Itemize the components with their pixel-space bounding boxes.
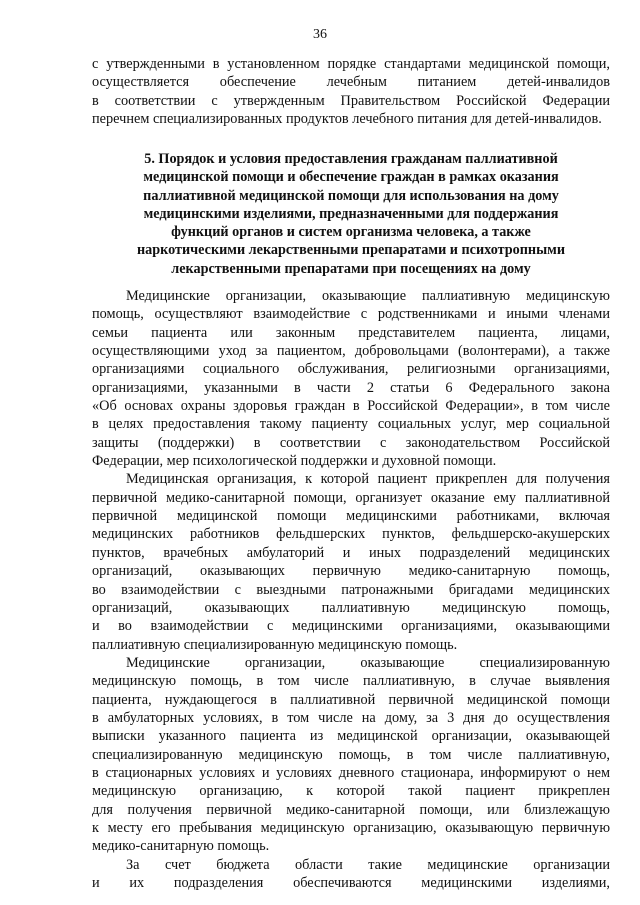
text-line: первичной медицинской помощи медицинскими работниками, включая: [92, 508, 610, 525]
heading-line: паллиативной медицинской помощи для использования на дому: [143, 187, 559, 204]
heading-line: 5. Порядок и условия предоставления гражданам паллиативной: [144, 151, 558, 167]
heading-line: лекарственными препаратами при посещениях на дому: [171, 260, 531, 277]
text-line: осуществляющими уход за пациентом, добровольцами (волонтерами), а также: [92, 343, 610, 360]
page-number: 36: [313, 27, 327, 42]
text-line: организаций, оказывающих первичную медико-санитарную помощь,: [92, 563, 610, 580]
text-line: в амбулаторных условиях, в том числе на дому, за 3 дня до осуществления: [92, 709, 610, 726]
intro-paragraph: [92, 55, 610, 128]
text-line: медицинскую организацию, к которой такой пациент прикреплен: [92, 783, 610, 800]
text-line: помощь, осуществляют взаимодействие с родственниками и иными членами: [92, 306, 610, 323]
text-line: в целях предоставления такому пациенту социальных услуг, мер социальной: [92, 416, 610, 433]
text-line: с утвержденными в установленном порядке стандартами медицинской помощи,: [92, 56, 610, 72]
text-line: пунктов, врачебных амбулаторий и иных подразделений медицинских: [92, 544, 610, 561]
paragraph-primary-care-organization: [92, 470, 610, 653]
text-line: и во взаимодействии с медицинскими организациями, оказывающими: [92, 618, 610, 635]
text-line: осуществляется обеспечение лечебным питанием детей-инвалидов: [92, 74, 610, 91]
heading-line: наркотическими лекарственными препаратами и психотропными: [136, 242, 566, 259]
text-line: для получения первичной медико-санитарной помощи, или близлежащую: [92, 801, 610, 818]
paragraph-budget-funding: [92, 856, 610, 893]
text-line: медико-санитарную помощь.: [92, 838, 270, 855]
text-line: паллиативную специализированную медицинскую помощь.: [92, 636, 458, 653]
text-line: Федерации, мер психологической поддержки и духовной помощи.: [92, 453, 497, 470]
text-line: защиты (поддержки) в соответствии с законодательством Российской: [92, 434, 610, 451]
heading-line: медицинскими изделиями, предназначенными для поддержания: [143, 205, 559, 222]
text-line: выписки указанного пациента из медицинской организации, оказывающей: [92, 728, 610, 745]
text-line: организаций, оказывающих паллиативную медицинскую помощь,: [92, 599, 610, 616]
text-line: организациями, указанными в части 2 статьи 6 Федерального закона: [92, 379, 610, 396]
text-line: в соответствии с утвержденным Правительством Российской Федерации: [92, 92, 610, 109]
paragraph-interaction-with-relatives: [92, 287, 610, 470]
heading-line: функций органов и систем организма человека, а также: [171, 224, 531, 241]
text-line: медицинскую помощь, в том числе паллиативную, в случае выявления: [92, 673, 610, 690]
text-line: За счет бюджета области такие медицинские организации: [126, 856, 610, 873]
text-line: специализированную медицинскую помощь, в том числе паллиативную,: [92, 746, 610, 763]
text-line: к месту его пребывания медицинскую организацию, оказывающую первичную: [92, 819, 610, 836]
text-line: во взаимодействии с выездными патронажными бригадами медицинских: [92, 581, 610, 598]
text-line: организациями социального обслуживания, религиозными организациями,: [92, 361, 610, 378]
text-line: и их подразделения обеспечиваются медицинскими изделиями,: [92, 875, 610, 891]
section-heading: [92, 150, 610, 278]
text-line: перечнем специализированных продуктов лечебного питания для детей-инвалидов.: [92, 111, 602, 128]
text-line: «Об основах охраны здоровья граждан в Российской Федерации», в том числе: [92, 398, 610, 415]
text-line: первичной медико-санитарной помощи, организует оказание ему паллиативной: [92, 489, 610, 506]
text-line: Медицинские организации, оказывающие специализированную: [126, 654, 610, 671]
text-line: Медицинская организация, к которой пациент прикреплен для получения: [126, 471, 610, 488]
text-line: медицинских работников фельдшерских пунктов, фельдшерско-акушерских: [92, 526, 610, 543]
text-line: в стационарных условиях и условиях дневного стационара, информируют о нем: [92, 764, 610, 781]
body-text: [92, 287, 610, 892]
text-line: пациента, нуждающегося в паллиативной первичной медицинской помощи: [92, 691, 610, 708]
text-line: Медицинские организации, оказывающие паллиативную медицинскую: [126, 288, 610, 304]
text-line: семьи пациента или законным представителем пациента, лицами,: [92, 324, 610, 341]
paragraph-specialized-care-discharge: [92, 654, 610, 856]
heading-line: медицинской помощи и обеспечение граждан в рамках оказания: [143, 169, 559, 186]
